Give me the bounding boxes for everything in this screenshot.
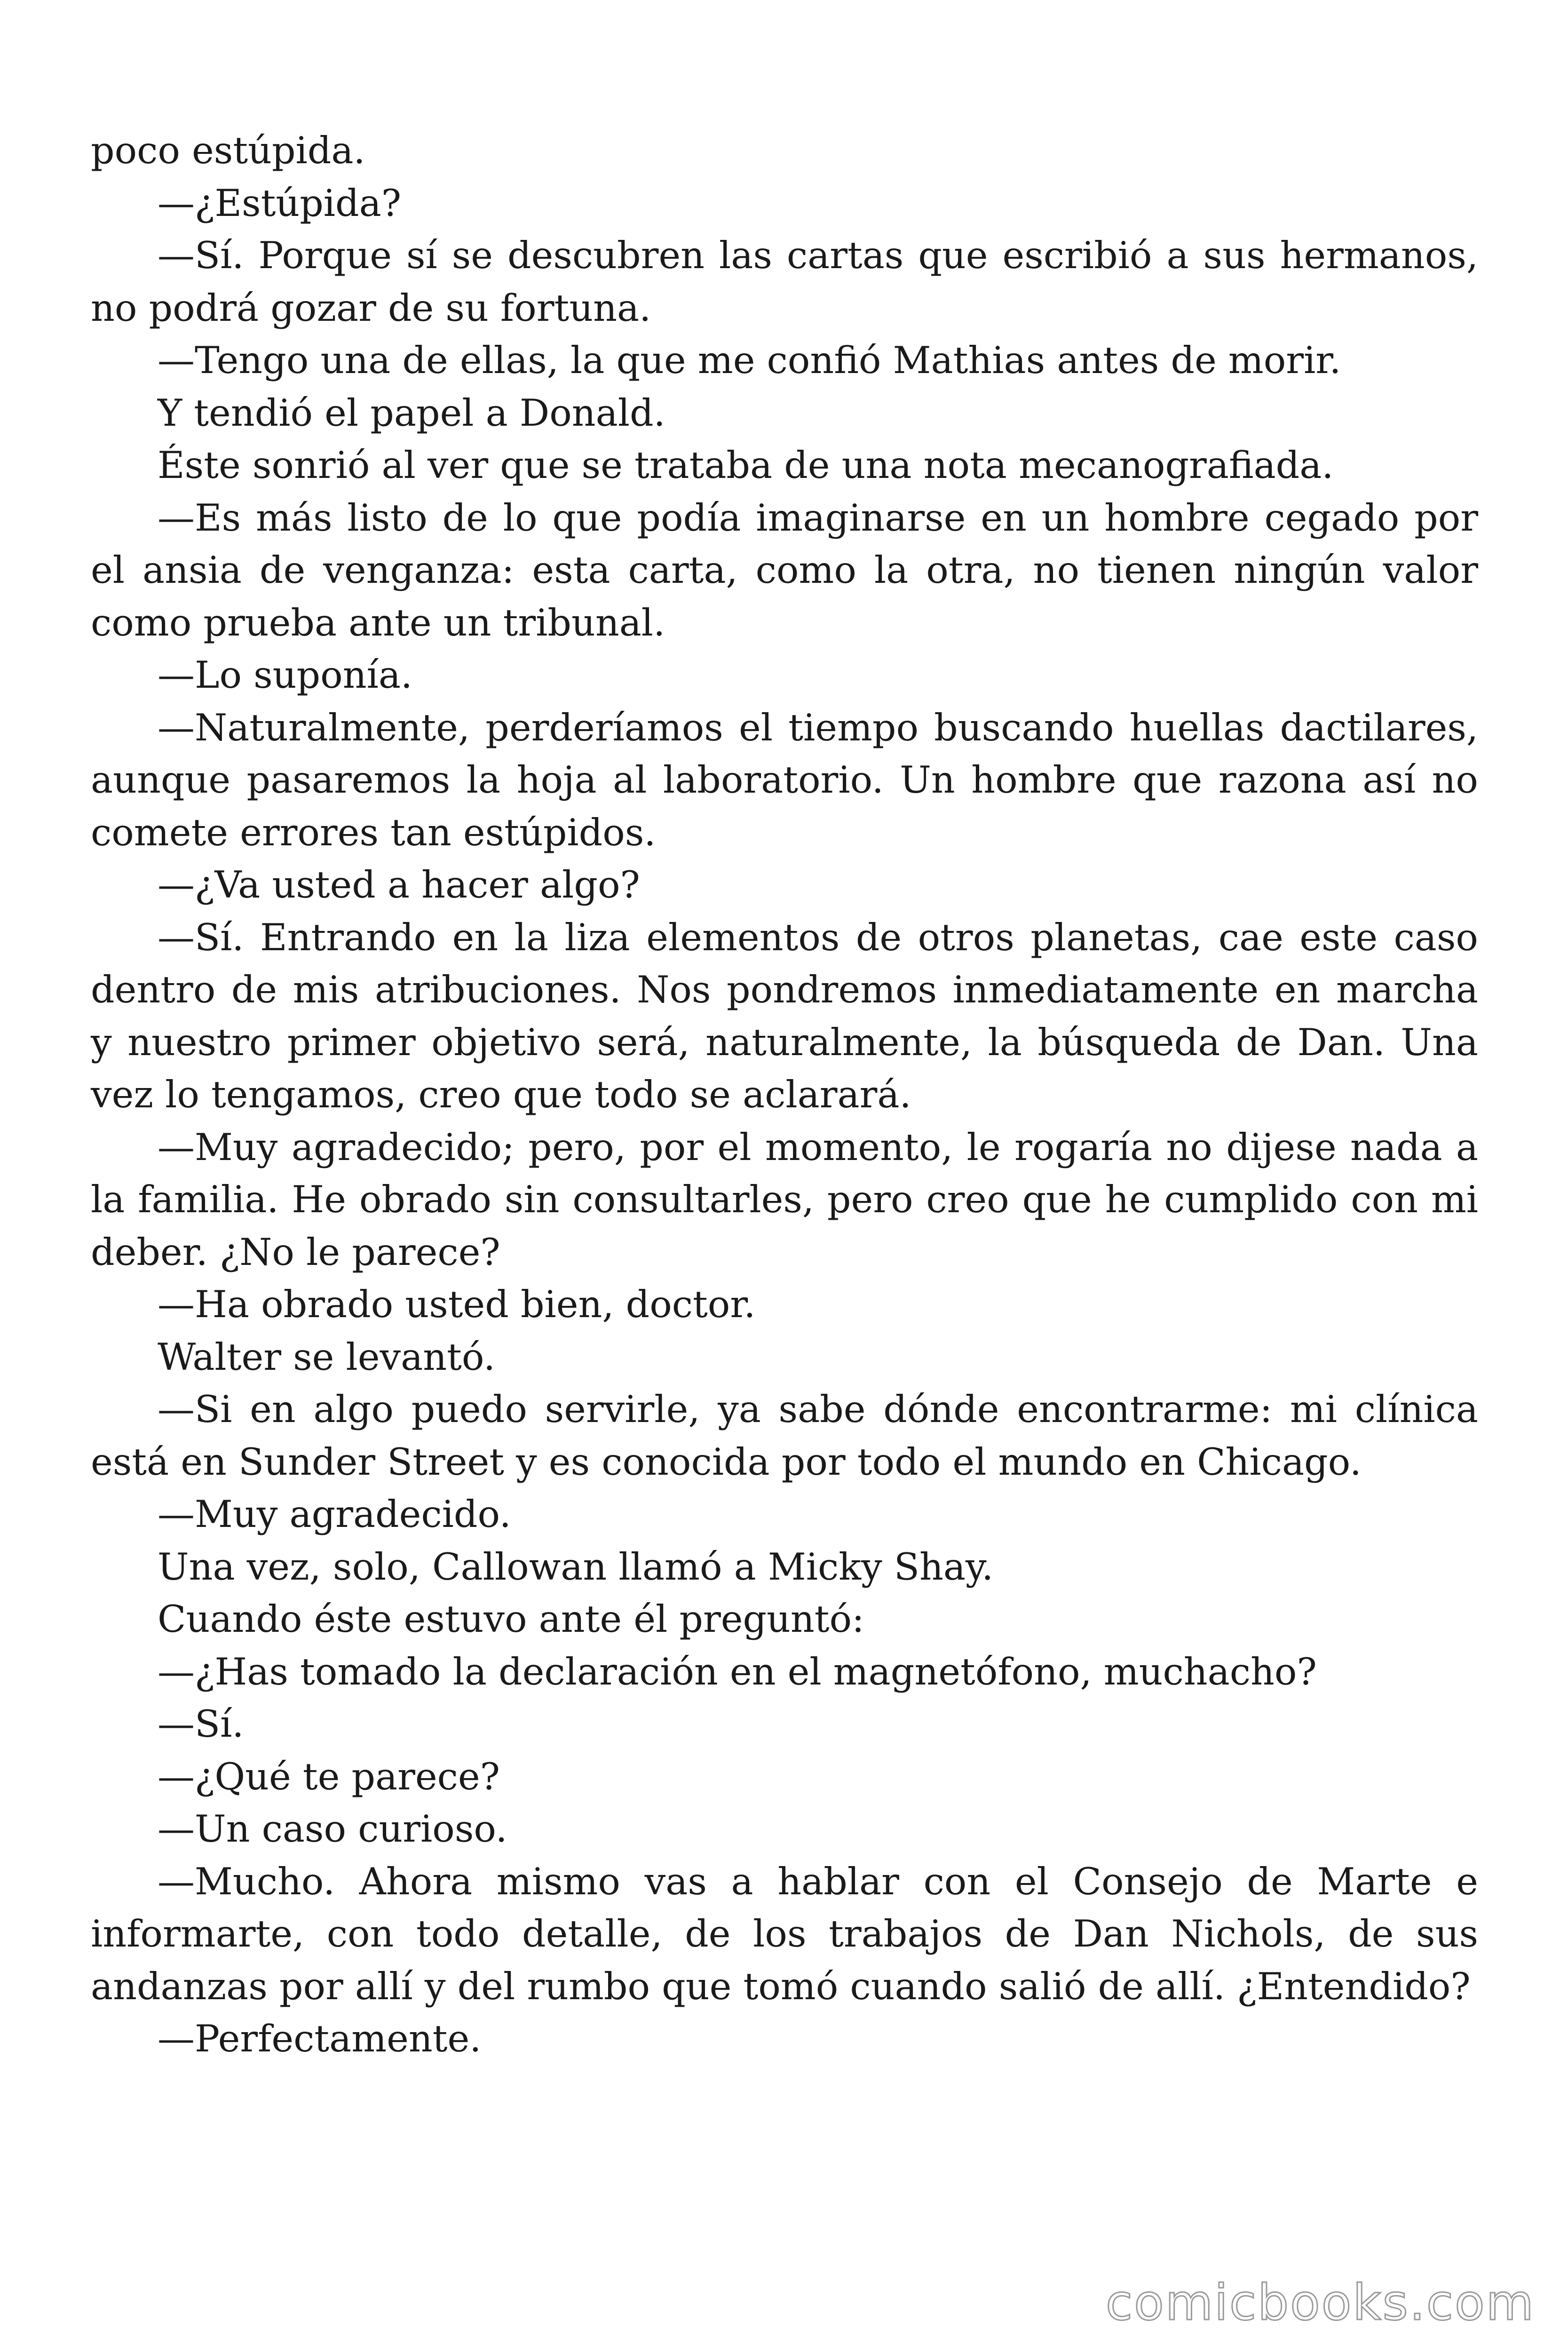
narration-paragraph: Y tendió el papel a Donald. — [158, 391, 665, 435]
page-body-text — [91, 125, 1478, 2066]
dialogue-paragraph: —Mucho. Ahora mismo vas a hablar con el Consejo de Marte e informarte, con todo detalle, de los trabajos de Dan Nichols, de sus andanzas por allí y del rumbo que tomó cuando salió de allí. ¿Entendido? — [91, 1859, 1478, 2008]
dialogue-paragraph: —¿Va usted a hacer algo? — [158, 863, 640, 906]
dialogue-paragraph: —Sí. — [158, 1702, 244, 1746]
narration-paragraph: Éste sonrió al ver que se trataba de una nota mecanografiada. — [158, 444, 1334, 487]
dialogue-paragraph: —Sí. Porque sí se descubren las cartas que escribió a sus hermanos, no podrá gozar de su fortuna. — [91, 234, 1478, 330]
narration-paragraph: Walter se levantó. — [158, 1335, 496, 1379]
dialogue-paragraph: —¿Estúpida? — [158, 181, 402, 225]
site-watermark: comicbooks.com — [1105, 2274, 1535, 2331]
dialogue-paragraph: —Ha obrado usted bien, doctor. — [158, 1283, 756, 1326]
dialogue-paragraph: —Sí. Entrando en la liza elementos de otros planetas, cae este caso dentro de mis atribuciones. Nos pondremos inmediatamente en marcha y nuestro primer objetivo será, naturalmente, la búsqueda de Dan. Una vez lo tengamos, creo que todo se aclarará. — [91, 915, 1478, 1116]
dialogue-paragraph: —Tengo una de ellas, la que me confió Mathias antes de morir. — [158, 339, 1341, 382]
dialogue-paragraph: —Es más listo de lo que podía imaginarse en un hombre cegado por el ansia de venganza: esta carta, como la otra, no tienen ningún valor como prueba ante un tribunal. — [91, 496, 1478, 644]
dialogue-paragraph: —Lo suponía. — [158, 653, 413, 697]
dialogue-paragraph: —Muy agradecido; pero, por el momento, le rogaría no dijese nada a la familia. He obrado sin consultarles, pero creo que he cumplido con mi deber. ¿No le parece? — [91, 1125, 1478, 1274]
dialogue-paragraph: —Perfectamente. — [158, 2017, 482, 2060]
narration-paragraph: Una vez, solo, Callowan llamó a Micky Shay. — [158, 1545, 994, 1589]
narration-paragraph: Cuando éste estuvo ante él preguntó: — [158, 1597, 864, 1641]
paragraph-continuation: poco estúpida. — [91, 129, 365, 172]
dialogue-paragraph: —Un caso curioso. — [158, 1807, 507, 1851]
dialogue-paragraph: —Muy agradecido. — [158, 1493, 511, 1536]
dialogue-paragraph: —Naturalmente, perderíamos el tiempo buscando huellas dactilares, aunque pasaremos la hoja al laboratorio. Un hombre que razona así no comete errores tan estúpidos. — [91, 706, 1478, 854]
dialogue-paragraph: —Si en algo puedo servirle, ya sabe dónde encontrarme: mi clínica está en Sunder Street y es conocida por todo el mundo en Chicago. — [91, 1388, 1478, 1484]
dialogue-paragraph: —¿Has tomado la declaración en el magnetófono, muchacho? — [158, 1650, 1317, 1693]
dialogue-paragraph: —¿Qué te parece? — [158, 1755, 500, 1798]
